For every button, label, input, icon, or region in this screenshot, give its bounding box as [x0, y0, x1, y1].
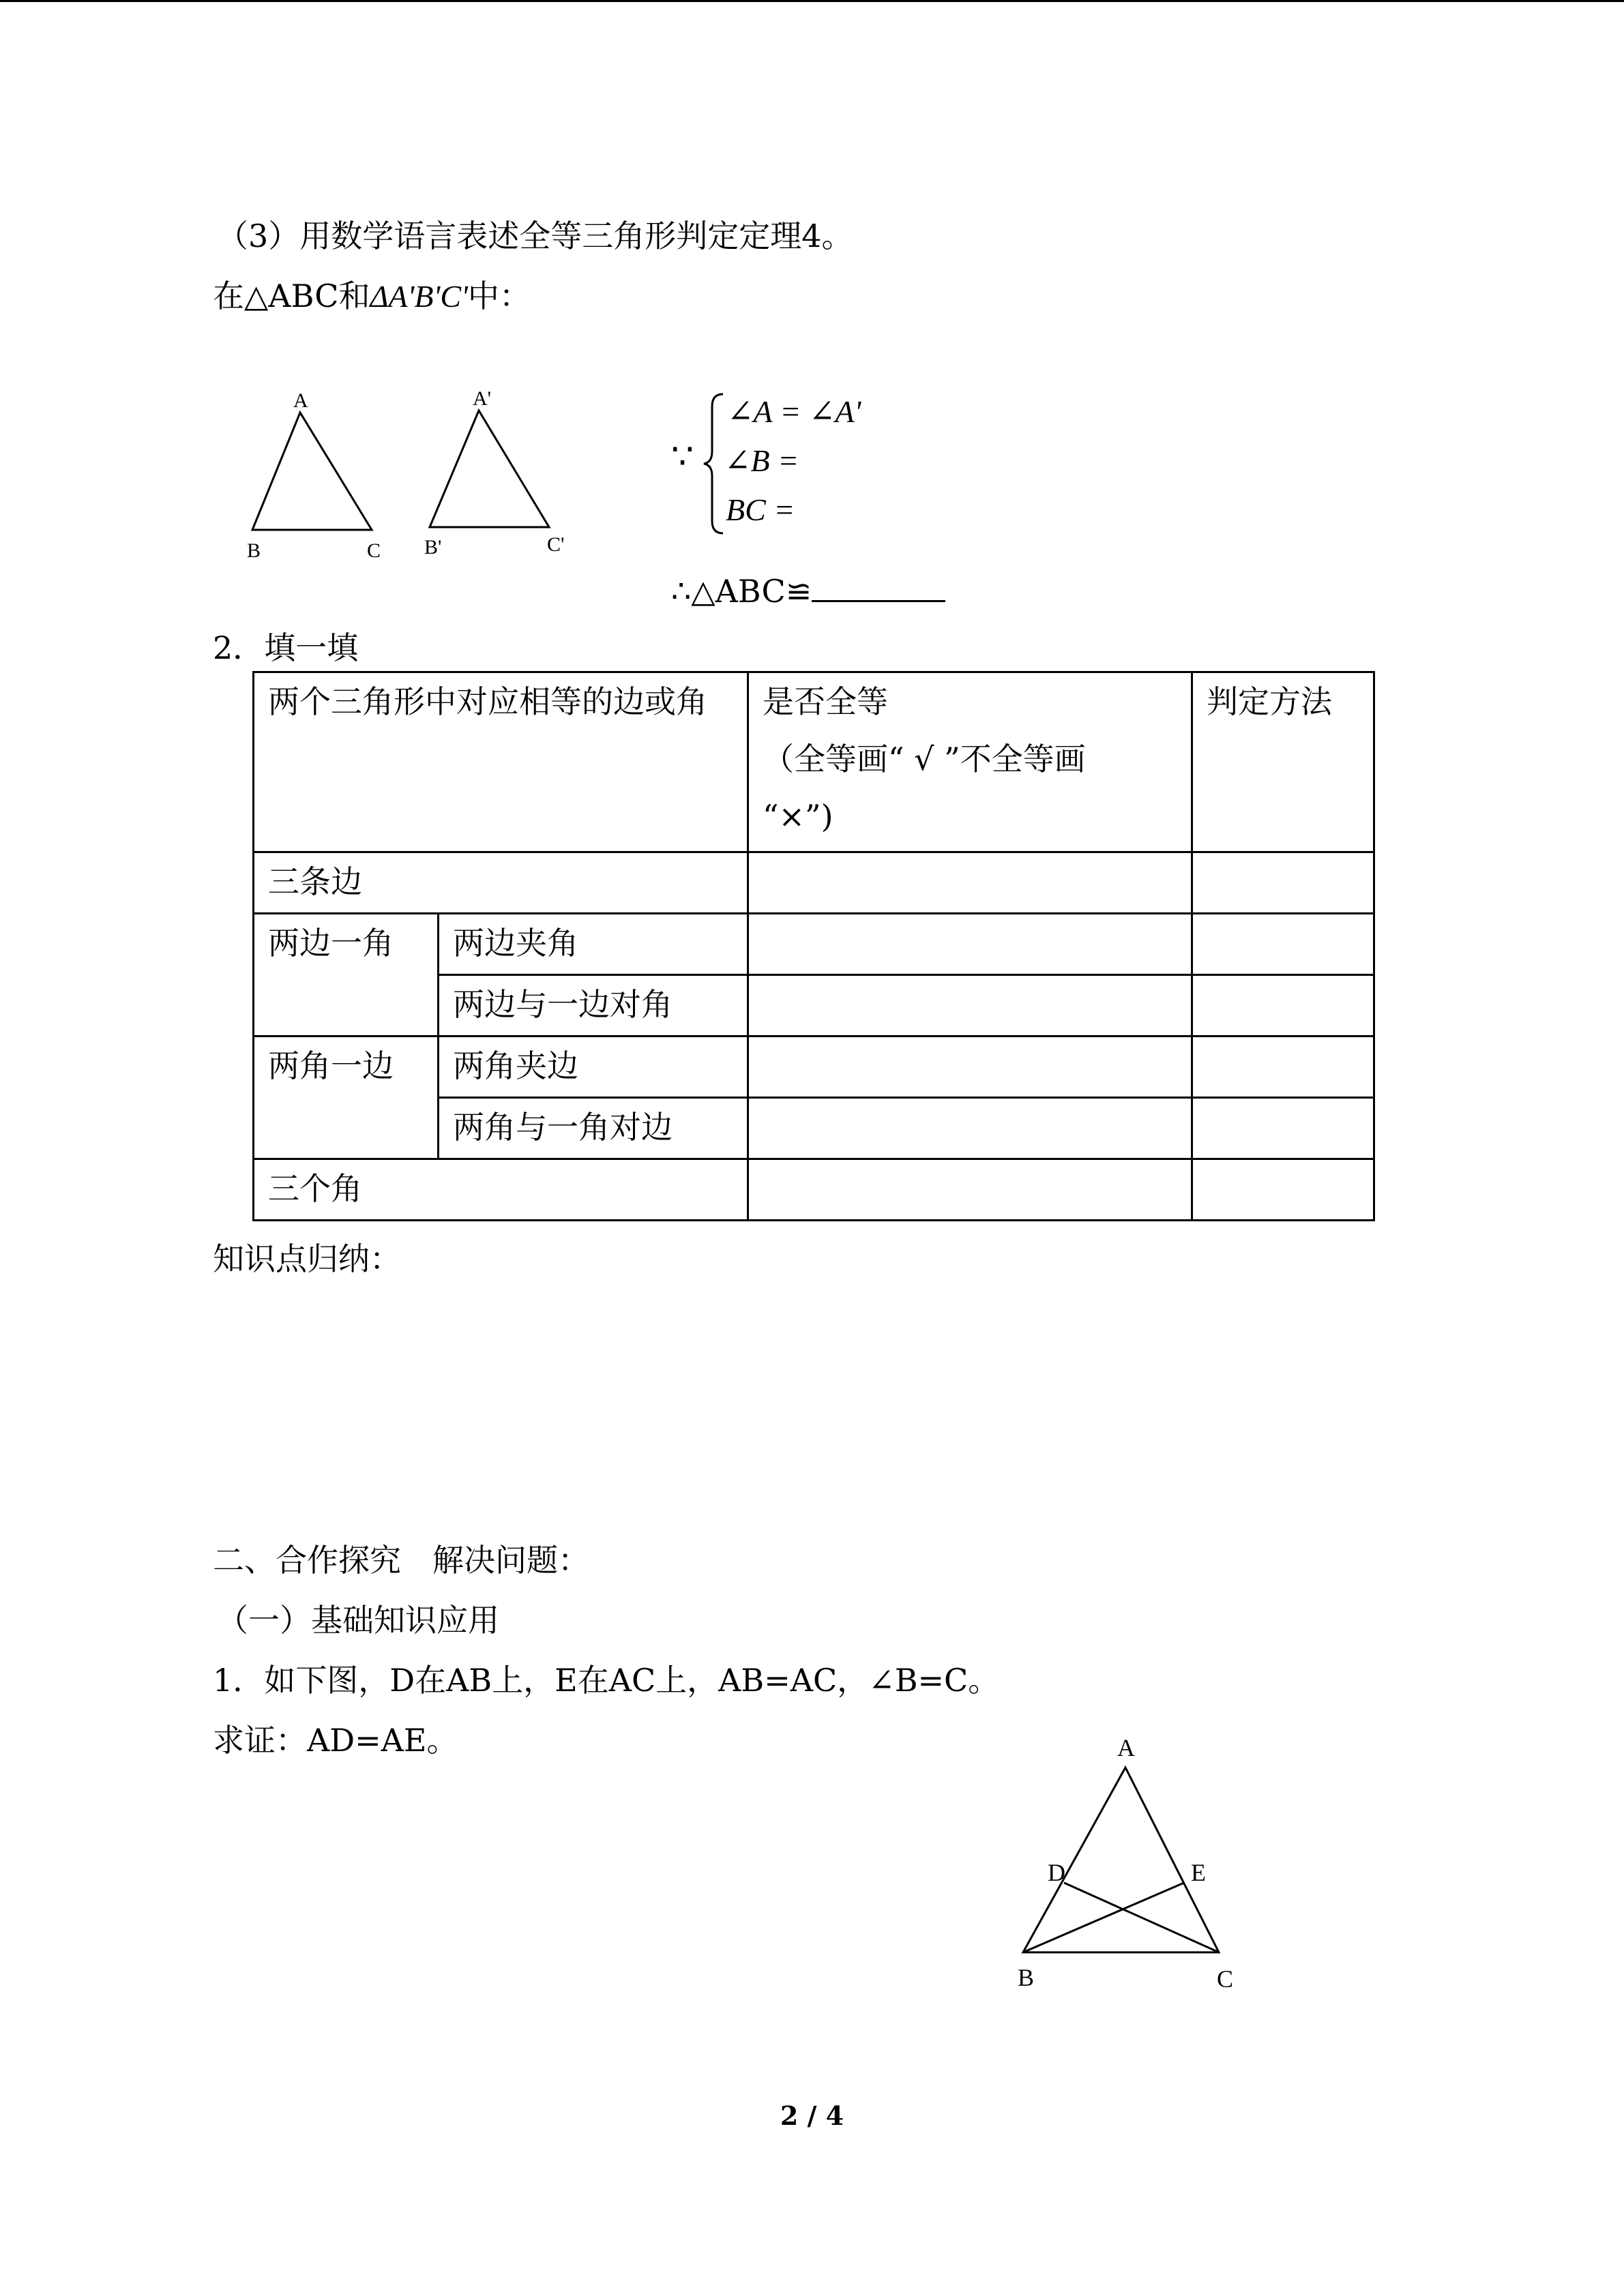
answer-cell[interactable] — [748, 1159, 1192, 1221]
label-tri1-a: A — [293, 389, 308, 412]
top-border-line — [0, 0, 1624, 2]
table-row — [254, 852, 1374, 914]
label-tri2-c: C' — [547, 533, 565, 556]
method-cell[interactable] — [1192, 914, 1374, 975]
intro-prefix: 在△ABC和 — [213, 278, 370, 314]
intro-line — [213, 275, 531, 317]
page-number: 2 / 4 — [780, 2100, 844, 2131]
answer-blank[interactable] — [812, 570, 945, 602]
segment-be — [1023, 1883, 1184, 1952]
header-congruent-line1: 是否全等 — [763, 683, 888, 720]
table-row — [254, 914, 1374, 975]
label-a: A — [1117, 1734, 1135, 1761]
sub-opposite-side: 两角与一角对边 — [439, 1098, 748, 1159]
therefore-symbol: ∴ — [671, 573, 692, 610]
proof-line-side-bc: BC = — [726, 492, 795, 527]
item3-title: （3）用数学语言表述全等三角形判定定理4。 — [217, 218, 853, 254]
summary-label: 知识点归纳： — [213, 1240, 401, 1277]
because-symbol: ∵ — [671, 436, 694, 477]
proof-conclusion — [671, 570, 945, 612]
problem1-prove: 求证：AD=AE。 — [213, 1722, 458, 1759]
answer-cell[interactable] — [748, 1037, 1192, 1098]
label-b: B — [1018, 1964, 1035, 1991]
table-row — [254, 1159, 1374, 1221]
table-row — [254, 1037, 1374, 1098]
header-method: 判定方法 — [1192, 672, 1374, 852]
triangle-abc — [252, 413, 372, 530]
sub-opposite-angle: 两边与一边对角 — [439, 975, 748, 1037]
method-cell[interactable] — [1192, 1098, 1374, 1159]
triangle-a1b1c1 — [430, 411, 549, 527]
method-cell[interactable] — [1192, 975, 1374, 1037]
answer-cell[interactable] — [748, 1098, 1192, 1159]
intro-triangle: ΔA'B'C' — [370, 279, 468, 314]
table-header-row — [254, 672, 1374, 852]
group-two-sides-one-angle: 两边一角 — [254, 914, 439, 1037]
label-tri2-b: B' — [424, 536, 442, 558]
method-cell[interactable] — [1192, 852, 1374, 914]
problem1-figure — [1003, 1725, 1248, 1998]
sub-included-side: 两角夹边 — [439, 1037, 748, 1098]
label-tri2-a: A' — [473, 387, 492, 410]
intro-suffix: 中： — [467, 278, 531, 314]
segment-cd — [1064, 1883, 1219, 1952]
answer-cell[interactable] — [748, 852, 1192, 914]
section2-title: 2．填一填 — [213, 629, 359, 666]
row-three-angles: 三个角 — [254, 1159, 748, 1221]
method-cell[interactable] — [1192, 1037, 1374, 1098]
conclusion-text: △ABC≌ — [691, 573, 812, 610]
sub-included-angle: 两边夹角 — [439, 914, 748, 975]
label-tri1-b: B — [247, 539, 261, 562]
proof-line-angle-a: ∠A = ∠A' — [727, 394, 861, 429]
answer-cell[interactable] — [748, 975, 1192, 1037]
congruence-table — [252, 671, 1375, 1221]
header-corresponding-parts: 两个三角形中对应相等的边或角 — [254, 672, 748, 852]
group-two-angles-one-side: 两角一边 — [254, 1037, 439, 1159]
row-three-sides: 三条边 — [254, 852, 748, 914]
part2-subheading: （一）基础知识应用 — [217, 1602, 499, 1639]
header-congruent-line2: （全等画“ √ ”不全等画 — [763, 741, 1086, 777]
congruent-triangles-figure — [239, 382, 593, 566]
label-c: C — [1217, 1965, 1234, 1993]
label-e: E — [1191, 1859, 1206, 1886]
answer-cell[interactable] — [748, 914, 1192, 975]
label-tri1-c: C — [367, 539, 381, 562]
proof-line-angle-b: ∠B = — [724, 443, 799, 478]
header-congruent — [748, 672, 1192, 852]
part2-heading: 二、合作探究 解决问题： — [213, 1542, 589, 1579]
method-cell[interactable] — [1192, 1159, 1374, 1221]
label-d: D — [1048, 1859, 1065, 1886]
header-congruent-line3: “×”) — [763, 798, 833, 835]
problem1-statement: 1．如下图，D在AB上，E在AC上，AB=AC，∠B=C。 — [213, 1662, 1000, 1699]
